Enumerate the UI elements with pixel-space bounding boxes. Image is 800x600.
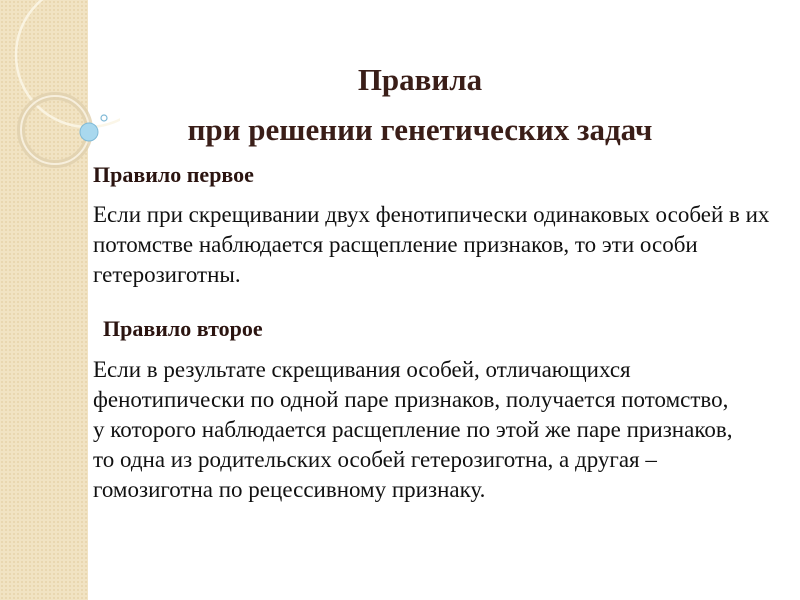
slide-title-line1: Правила: [357, 62, 483, 97]
rule-2-text: Если в результате скрещивания особей, отличающихся фенотипически по одной паре признаков, получается потомство, у которого наблюдается расщепление по этой же паре признаков, то одна из родительских особей гетерозиготна, а другая – гомозиготна по рецессивному признаку.: [93, 357, 733, 502]
rule-2-heading: Правило второе: [103, 316, 263, 341]
rule-1-heading: Правило первое: [93, 162, 254, 187]
rule-1-text: Если при скрещивании двух фенотипически одинаковых особей в их потомстве наблюдается расщепление признаков, то эти особи гетерозиготны.: [93, 202, 770, 287]
slide-title-line2: при решении генетических задач: [187, 112, 653, 147]
